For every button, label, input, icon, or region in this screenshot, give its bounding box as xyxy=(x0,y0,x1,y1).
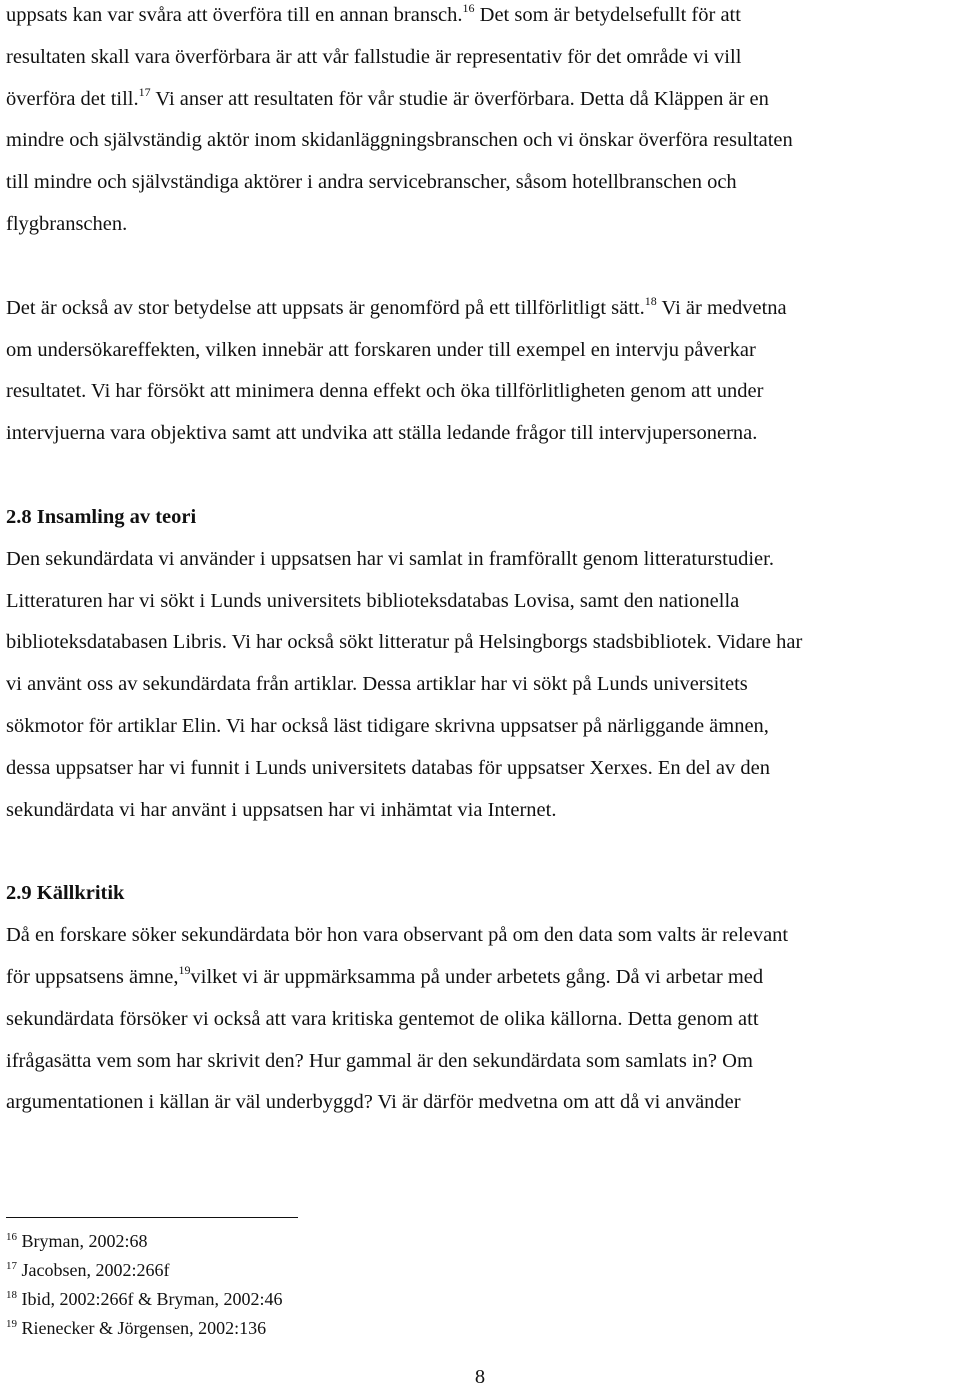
footnote: $^{19}$ Rienecker & Jörgensen, 2002:136 xyxy=(6,1318,267,1338)
paragraph-theory-collection xyxy=(6,539,950,832)
footnote-divider xyxy=(6,1217,298,1218)
footnotes xyxy=(6,1217,606,1344)
text-line: till mindre och självständiga aktörer i andra servicebranscher, såsom hotellbranschen och xyxy=(6,171,737,194)
section-heading-2-8: 2.8 Insamling av teori xyxy=(6,505,197,528)
footnote-ref: 17 xyxy=(138,84,151,99)
text-line: Litteraturen har vi sökt i Lunds universitets biblioteksdatabas Lovisa, samt den nationella xyxy=(6,589,740,612)
paragraph-gap xyxy=(6,831,950,873)
paragraph-reliability xyxy=(6,288,950,455)
text-line: resultatet. Vi har försökt att minimera denna effekt och öka tillförlitligheten genom att under xyxy=(6,380,764,403)
text-line: argumentationen i källan är väl underbyggd? Vi är därför medvetna om att då vi använder xyxy=(6,1091,741,1114)
page-number: 8 xyxy=(474,1366,486,1388)
text-line: Det är också av stor betydelse att uppsats är genomförd på ett tillförlitligt sätt.$^{18}$ Vi är medvetna xyxy=(6,293,787,319)
text-line: vi använt oss av sekundärdata från artiklar. Dessa artiklar har vi sökt på Lunds universitets xyxy=(6,673,748,696)
footnote-ref: 19 xyxy=(178,962,191,977)
text-line: resultaten skall vara överförbara är att vår fallstudie är representativ för det område vi vill xyxy=(6,45,742,68)
section-heading-2-9: 2.9 Källkritik xyxy=(6,882,125,905)
paragraph-gap xyxy=(6,246,950,288)
footnote: $^{16}$ Bryman, 2002:68 xyxy=(6,1231,148,1251)
text-line: biblioteksdatabasen Libris. Vi har också sökt litteratur på Helsingborgs stadsbibliotek. Vidare har xyxy=(6,631,803,654)
document-page xyxy=(6,0,950,1124)
text-line: uppsats kan var svåra att överföra till en annan bransch.$^{16}$ Det som är betydelsefullt för att xyxy=(6,1,741,26)
text-line: om undersökareffekten, vilken innebär att forskaren under till exempel en intervju påverkar xyxy=(6,338,756,361)
paragraph-gap xyxy=(6,455,950,497)
footnote-ref: 16 xyxy=(462,1,475,15)
text-line: dessa uppsatser har vi funnit i Lunds universitets databas för uppsatser Xerxes. En del av den xyxy=(6,756,770,779)
text-line: sökmotor för artiklar Elin. Vi har också läst tidigare skrivna uppsatser på närliggande ämnen, xyxy=(6,714,769,737)
text-line: Då en forskare söker sekundärdata bör hon vara observant på om den data som valts är relevant xyxy=(6,924,789,947)
footnote: $^{17}$ Jacobsen, 2002:266f xyxy=(6,1260,170,1280)
text-line: flygbranschen. xyxy=(6,212,128,235)
text-line: sekundärdata vi har använt i uppsatsen har vi inhämtat via Internet. xyxy=(6,798,557,821)
text-line: för uppsatsens ämne,$^{19}$vilket vi är uppmärksamma på under arbetets gång. Då vi arbetar med xyxy=(6,962,764,988)
paragraph-transferability xyxy=(6,0,950,246)
paragraph-source-criticism xyxy=(6,915,950,1124)
text-line: mindre och självständig aktör inom skidanläggningsbranschen och vi önskar överföra resultaten xyxy=(6,129,793,152)
text-line: ifrågasätta vem som har skrivit den? Hur gammal är den sekundärdata som samlats in? Om xyxy=(6,1049,753,1072)
text-line: sekundärdata försöker vi också att vara kritiska gentemot de olika källorna. Detta genom att xyxy=(6,1007,759,1030)
footnote-ref: 18 xyxy=(644,293,657,308)
text-line: Den sekundärdata vi använder i uppsatsen har vi samlat in framförallt genom litteraturstudier. xyxy=(6,547,774,570)
footnote: $^{18}$ Ibid, 2002:266f & Bryman, 2002:46 xyxy=(6,1289,283,1309)
text-line: överföra det till.$^{17}$ Vi anser att resultaten för vår studie är överförbara. Detta då Kläppen är en xyxy=(6,84,769,110)
text-line: intervjuerna vara objektiva samt att undvika att ställa ledande frågor till intervjupersonerna. xyxy=(6,422,758,445)
